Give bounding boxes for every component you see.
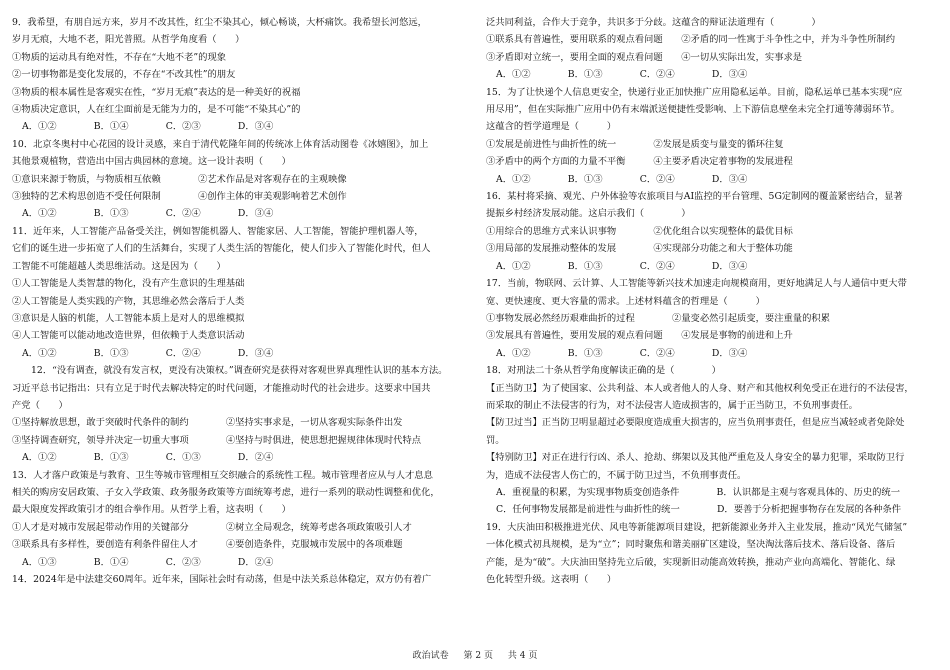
text-line: A．①② B．①③ C．②④ D．③④ (496, 260, 748, 272)
text-line: 【防卫过当】正当防卫明显超过必要限度造成重大损害的，应当负刑事责任，但是应当减轻或者免除处 (486, 417, 905, 429)
text-line: ①事物发展必然经历艰难曲折的过程 ②量变必然引起质变，要注重量的积累 (486, 312, 830, 324)
text-line: 罚。 (486, 434, 505, 446)
text-line: ③用局部的发展推动整体的发展 ④实现部分功能之和大于整体功能 (486, 243, 793, 255)
text-line: 最大限度发挥政策引才的组合拳作用。从哲学上看，这表明（ ） (12, 504, 291, 516)
text-line: ④人工智能可以能动地改造世界，但依赖于人类意识活动 (12, 330, 245, 342)
text-line: ①用综合的思维方式来认识事物 ②优化组合以实现整体的最优目标 (486, 225, 793, 237)
text-line: ①意识来源于物质，与物质相互依赖 ②艺术作品是对客观存在的主观映像 (12, 173, 347, 185)
text-line: ②一切事物都是变化发展的，不存在“不改其性”的朋友 (12, 69, 236, 81)
left-column (12, 14, 456, 588)
text-line: 产能，是为“破”。大庆油田坚持先立后破，实现新旧动能高效转换，推动产业向高端化、智能化、绿 (486, 556, 896, 568)
text-line: A．①② B．①③ C．②④ D．③④ (22, 208, 274, 220)
text-line: 11．近年来，人工智能产品备受关注，例如智能机器人、智能家居、人工智能，智能护理机器人等， (12, 225, 424, 237)
text-line: 13．人才落户政策是与教育、卫生等城市管理相互交织融合的系统性工程。城市管理者应从与人才息息 (12, 469, 433, 481)
text-line: ①人才是对城市发展起带动作用的关键部分 ②树立全局观念，统筹考虑各项政策吸引人才 (12, 521, 412, 533)
text-line: 相关的购房安居政策、子女入学政策、政务服务政策等方面统筹考虑，进行一系列的联动性调整和优化， (12, 486, 440, 498)
text-line: ①发展是前进性与曲折性的统一 ②发展是质变与量变的循环往复 (486, 138, 784, 150)
text-line: A．①② B．①③ C．②④ D．③④ (496, 347, 748, 359)
text-line: ①人工智能是人类智慧的物化，没有产生意识的生理基础 (12, 278, 245, 290)
text-line: 习近平总书记指出：只有立足于时代去解决特定的时代问题，才能推动时代的社会进步。这要求中国共 (12, 382, 431, 394)
text-line: 19．大庆油田积极推进光伏、风电等新能源项目建设，把新能源业务并入主业发展，推动“风光气储氢” (486, 521, 908, 533)
text-line: A．重视量的积累，为实现事物质变创造条件 B．认识都是主观与客观具体的、历史的统一 (496, 486, 901, 498)
text-line: ①物质的运动具有绝对性，不存在“大地不老”的现象 (12, 51, 227, 63)
text-line: 宽、更快速度、更大容量的需求。上述材料蕴含的哲理是（ ） (486, 295, 765, 307)
text-line: ③意识是人脑的机能，人工智能本质上是对人的思维模拟 (12, 312, 245, 324)
text-line: ③独特的艺术构思创造不受任何限制 ④创作主体的审美观影响着艺术创作 (12, 191, 347, 203)
text-line: 用尽用”，但在实际推广应用中仍有末端派送便捷性受影响、上下游信息壁垒未完全打通等薄弱环节。 (486, 104, 900, 116)
text-line: 15．为了让快递个人信息更安全，快递行业正加快推广应用隐私运单。目前，隐私运单已基本实现“应 (486, 86, 903, 98)
text-line: A．①② B．①③ C．①③ D．②④ (22, 452, 274, 464)
text-line: A．①③ B．①④ C．②③ D．②④ (22, 556, 274, 568)
text-line: ①坚持解放思想，敢于突破时代条件的制约 ②坚持实事求是，一切从客观实际条件出发 (12, 417, 403, 429)
text-line: 10．北京冬奥村中心花园的设计灵感，来自于清代乾隆年间的传统冰上体育活动图卷《冰嬉图》，加上 (12, 138, 429, 150)
text-line: 泛共同利益，合作大于竞争，共识多于分歧。这蕴含的辩证法道理有（ ） (486, 17, 821, 28)
text-line: C．任何事物发展都是前进性与曲折性的统一 D．要善于分析把握事物存在发展的各种条件 (496, 504, 902, 516)
text-line: 这蕴含的哲学道理是（ ） (486, 121, 617, 133)
text-line: 岁月无痕，大地不老，阳光普照。从哲学角度看（ ） (12, 34, 245, 46)
text-line: 16．某村将采摘、观光、户外体验等农旅项目与AI监控的平台管理、5G定制网的覆盖紧密结合，显著 (486, 191, 903, 203)
text-line: ③矛盾即对立统一，要用全面的观点看问题 ④一切从实际出发，实事求是 (486, 51, 803, 63)
text-line: 工智能不可能超越人类思维活动。这是因为（ ） (12, 260, 226, 272)
text-line: A．①② B．①③ C．②④ D．③④ (496, 173, 748, 185)
text-line: ④物质决定意识，人在红尘面前是无能为力的，是不可能“不染其心”的 (12, 104, 301, 116)
footer-page: 第 2 页 (463, 651, 493, 661)
page-footer (0, 648, 950, 661)
text-line: 【特别防卫】对正在进行行凶、杀人、抢劫、绑架以及其他严重危及人身安全的暴力犯罪，采取防卫行 (486, 452, 905, 464)
text-line: ②人工智能是人类实践的产物，其思维必然会落后于人类 (12, 295, 245, 307)
text-line: 为，造成不法侵害人伤亡的，不属于防卫过当，不负刑事责任。 (486, 469, 747, 481)
text-line: A．①② B．①③ C．②④ D．③④ (496, 69, 748, 81)
text-line: 9．我希望，有朋自远方来，岁月不改其性，红尘不染其心，倾心畅谈，大杯痛饮。我希望长河悠远， (12, 17, 427, 28)
text-line: ③矛盾中的两个方面的力量不平衡 ④主要矛盾决定着事物的发展进程 (486, 156, 793, 168)
text-line: A．①② B．①③ C．②④ D．③④ (22, 347, 274, 359)
text-line: 提振乡村经济发展动能。这启示我们（ ） (486, 208, 691, 220)
text-line: ③坚持调查研究，领导并决定一切重大事项 ④坚持与时俱进，使思想把握规律体现时代特点 (12, 434, 422, 446)
text-line: 产党（ ） (12, 399, 68, 411)
text-line: 色化转型升级。这表明（ ） (486, 574, 617, 585)
text-line: ③联系具有多样性，要创造有利条件留住人才 ④要创造条件，克服城市发展中的各项难题 (12, 539, 403, 551)
text-line: ①联系具有普遍性，要用联系的观点看问题 ②矛盾的同一性寓于斗争性之中，并为斗争性所制约 (486, 34, 896, 46)
text-line: 14．2024年是中法建交60周年。近年来，国际社会时有动荡，但是中法关系总体稳定，双方仍有着广 (12, 574, 432, 585)
footer-total: 共 4 页 (507, 651, 538, 661)
text-line: 其他景观植物，营造出中国古典园林的意境。这一设计表明（ ） (12, 156, 291, 168)
text-line: 而采取的制止不法侵害的行为，对不法侵害人造成损害的，属于正当防卫，不负刑事责任。 (486, 399, 858, 411)
right-column (486, 14, 930, 588)
text-line: 18．对刑法二十条从哲学角度解读正确的是（ ） (486, 365, 721, 377)
text-line: 它们的诞生进一步拓宽了人们的生活舞台，实现了人类生活的智能化，使人们步入了智能化时代，但人 (12, 243, 431, 255)
text-line: 12．“没有调查，就没有发言权，更没有决策权。”调查研究是获得对客观世界真理性认识的基本方法。 (31, 365, 448, 377)
footer-subject: 政治试卷 (412, 651, 449, 661)
text-line: 【正当防卫】为了使国家、公共利益、本人或者他人的人身、财产和其他权利免受正在进行的不法侵害， (486, 382, 914, 394)
text-line: 17．当前，物联网、云计算、人工智能等新兴技术加速走向规模商用，更好地满足人与人通信中更大带 (486, 278, 907, 290)
text-line: ③发展具有普遍性，要用发展的观点看问题 ④发展是事物的前进和上升 (486, 330, 793, 342)
text-line: ③物质的根本属性是客观实在性，“岁月无痕”表达的是一种美好的祝福 (12, 86, 301, 98)
text-line: 一体化模式初具规模，是为“立”；同时聚焦和谐美丽矿区建设，坚决淘汰落后技术、落后设备、落后 (486, 539, 896, 551)
text-line: A．①② B．①④ C．②③ D．③④ (22, 121, 274, 133)
